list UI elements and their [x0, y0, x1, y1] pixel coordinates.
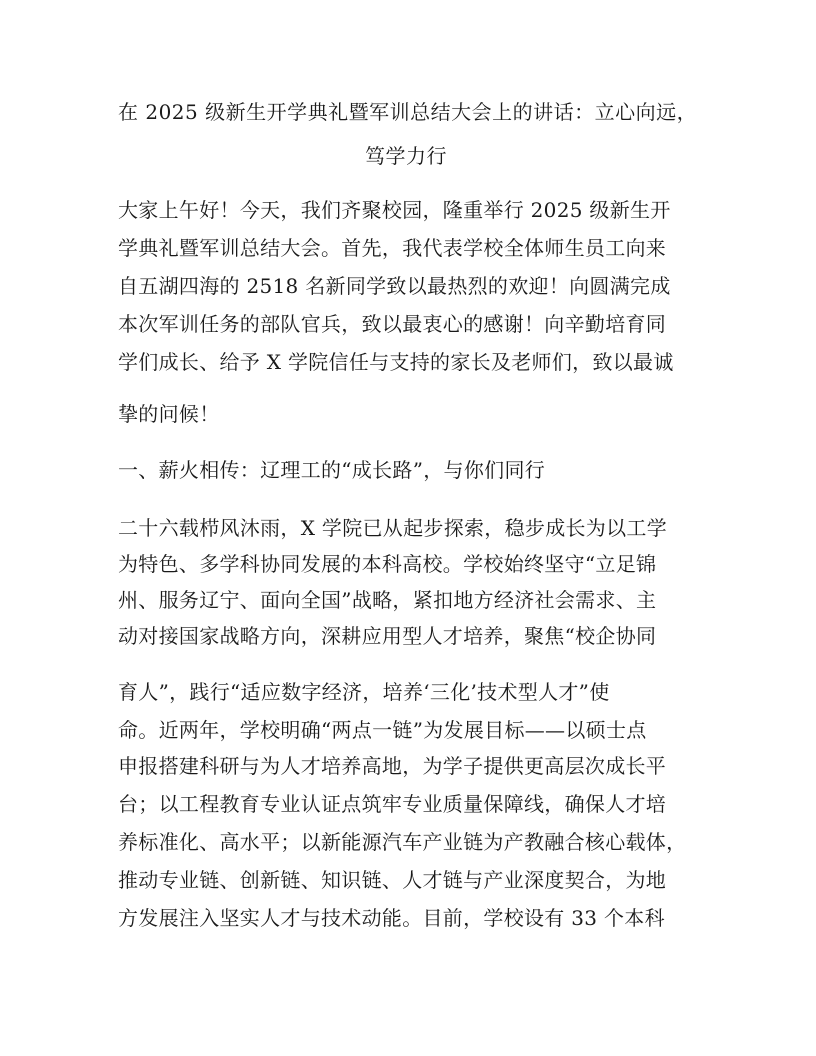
paragraph-line: 本次军训任务的部队官兵，致以最衷心的感谢！向辛勤培育同 — [118, 312, 667, 336]
paragraph-line: 育人”，践行“适应数字经济，培养‘三化’技术型人才”使 — [118, 680, 610, 704]
paragraph-line: 州、服务辽宁、面向全国”战略，紧扣地方经济社会需求、主 — [118, 588, 657, 612]
paragraph-line: 自五湖四海的 2518 名新同学致以最热烈的欢迎！向圆满完成 — [118, 274, 671, 298]
speech-title-line-1: 在 2025 级新生开学典礼暨军训总结大会上的讲话：立心向远， — [118, 100, 698, 124]
paragraph-line: 学们成长、给予 X 学院信任与支持的家长及老师们，致以最诚 — [118, 350, 674, 374]
paragraph-line: 为特色、多学科协同发展的本科高校。学校始终坚守“立足锦 — [118, 552, 657, 576]
section-heading: 一、薪火相传：辽理工的“成长路”，与你们同行 — [118, 458, 546, 482]
speech-title-line-2: 笃学力行 — [365, 144, 447, 168]
paragraph-line: 挚的问候！ — [118, 402, 220, 426]
paragraph-line: 申报搭建科研与为人才培养高地，为学子提供更高层次成长平 — [118, 754, 667, 778]
paragraph-line: 养标准化、高水平；以新能源汽车产业链为产教融合核心载体， — [118, 830, 687, 854]
paragraph-line: 二十六载栉风沐雨，X 学院已从起步探索，稳步成长为以工学 — [118, 516, 667, 540]
paragraph-line: 台；以工程教育专业认证点筑牢专业质量保障线，确保人才培 — [118, 792, 667, 816]
paragraph-line: 学典礼暨军训总结大会。首先，我代表学校全体师生员工向来 — [118, 236, 667, 260]
paragraph-line: 动对接国家战略方向，深耕应用型人才培养，聚焦“校企协同 — [118, 624, 657, 648]
paragraph-line: 命。近两年，学校明确“两点一链”为发展目标——以硕士点 — [118, 718, 647, 742]
paragraph-line: 推动专业链、创新链、知识链、人才链与产业深度契合，为地 — [118, 868, 667, 892]
paragraph-line: 大家上午好！今天，我们齐聚校园，隆重举行 2025 级新生开 — [118, 198, 671, 222]
paragraph-line: 方发展注入坚实人才与技术动能。目前，学校设有 33 个本科 — [118, 906, 665, 930]
